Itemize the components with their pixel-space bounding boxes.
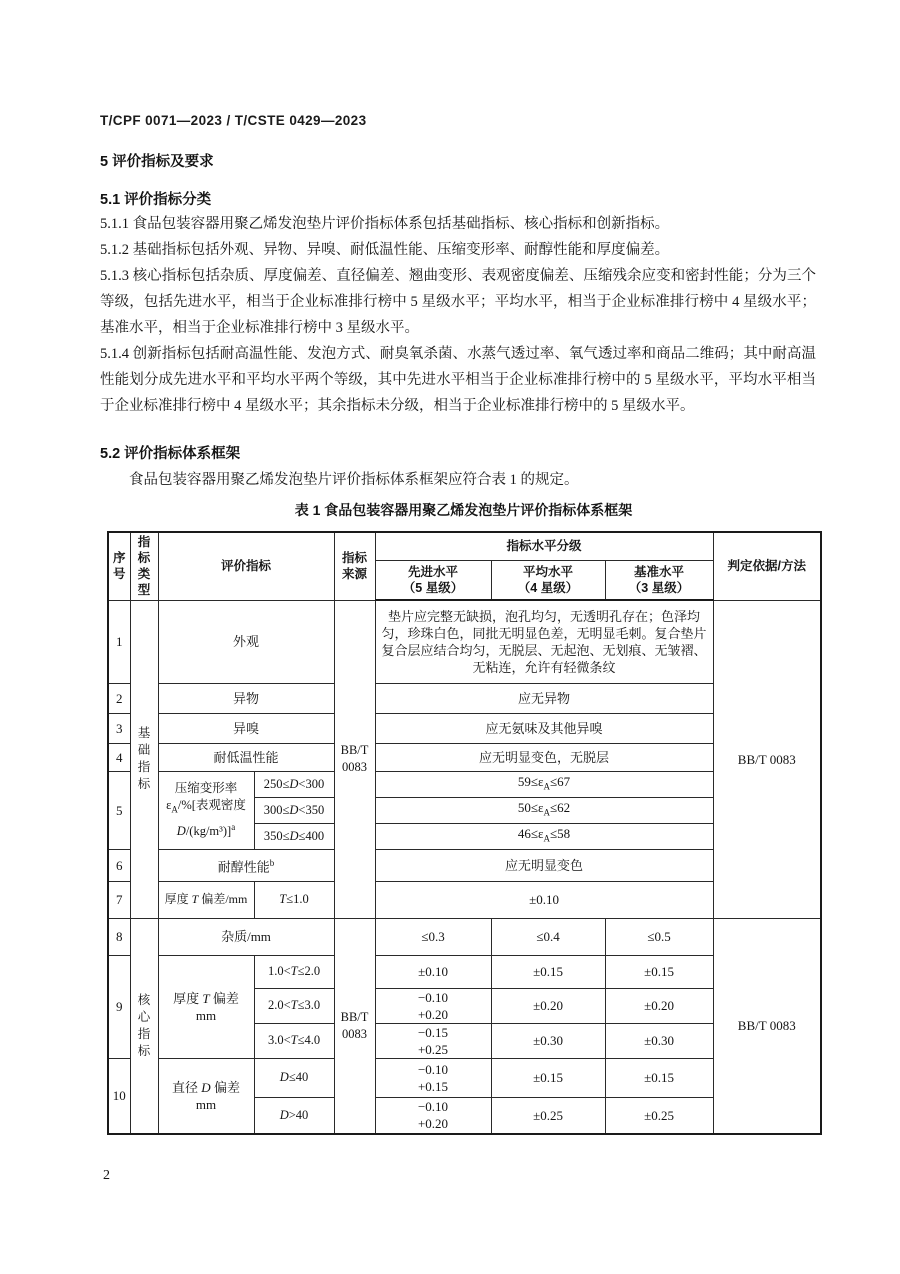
r2-seq: 2	[108, 683, 130, 713]
page-number: 2	[103, 1168, 110, 1183]
th-type: 指标类型	[130, 532, 158, 600]
r3-seq: 3	[108, 713, 130, 743]
r9-condition-3: 3.0<T≤4.0	[254, 1023, 334, 1058]
r8-value-advanced: ≤0.3	[375, 918, 491, 955]
paragraph-5-1-1: 5.1.1 食品包装容器用聚乙烯发泡垫片评价指标体系包括基础指标、核心指标和创新指标。	[100, 216, 670, 232]
r5-condition-1: 250≤D<300	[254, 771, 334, 797]
r8-value-baseline: ≤0.5	[605, 918, 713, 955]
advanced-level-label: 先进水平	[408, 564, 459, 579]
r9-indicator: 厚度 T 偏差 mm	[158, 955, 254, 1058]
r7-condition: T≤1.0	[254, 881, 334, 918]
th-average-level	[491, 560, 605, 600]
r9-value-2-average: ±0.20	[491, 988, 605, 1023]
core-basis-cell: BB/T 0083	[713, 918, 821, 1134]
average-level-star: （4 星级）	[517, 580, 579, 595]
heading-5-2: 5.2 评价指标体系框架	[100, 446, 241, 462]
r10-value-2-average: ±0.25	[491, 1097, 605, 1134]
baseline-level-label: 基准水平	[634, 564, 685, 579]
r9-seq: 9	[108, 955, 130, 1058]
r10-condition-1: D≤40	[254, 1058, 334, 1097]
r1-seq: 1	[108, 600, 130, 683]
r9-value-1-baseline: ±0.15	[605, 955, 713, 988]
paragraph-5-1-4: 5.1.4 创新指标包括耐高温性能、发泡方式、耐臭氧杀菌、水蒸气透过率、氧气透过率和商品二维码；其中耐高温性能划分成先进水平和平均水平两个等级，其中先进水平相当于企业标准排行榜中的 5 星级水平，平均水平相当于企业标准排行榜中 4 星级水平；其余指标未分级，相当于企业标准排行榜中的 5 星级水平。	[100, 346, 816, 414]
r1-requirement: 垫片应完整无缺损，泡孔均匀，无透明孔存在；色泽均匀，珍珠白色，同批无明显色差，无明显毛刺。复合垫片复合层应结合均匀，无脱层、无起泡、无划痕、无皱褶、无粘连，允许有轻微条纹	[375, 600, 713, 683]
r7-seq: 7	[108, 881, 130, 918]
r5-condition-2: 300≤D<350	[254, 797, 334, 823]
th-seq: 序号	[108, 532, 130, 600]
r9-value-3-average: ±0.30	[491, 1023, 605, 1058]
r8-indicator: 杂质/mm	[158, 918, 334, 955]
indicator-table	[107, 531, 822, 1135]
th-indicator: 评价指标	[158, 532, 334, 600]
r5-requirement-2: $50\le\varepsilon_A\le 62$	[375, 797, 713, 823]
r4-requirement: 应无明显变色，无脱层	[375, 743, 713, 771]
th-source: 指标来源	[334, 532, 375, 600]
r3-indicator: 异嗅	[158, 713, 334, 743]
r3-requirement: 应无氨味及其他异嗅	[375, 713, 713, 743]
r1-indicator: 外观	[158, 600, 334, 683]
table-title: 表 1 食品包装容器用聚乙烯发泡垫片评价指标体系框架	[294, 502, 633, 518]
r2-requirement: 应无异物	[375, 683, 713, 713]
r8-value-average: ≤0.4	[491, 918, 605, 955]
r9-value-1-advanced: ±0.10	[375, 955, 491, 988]
r9-value-2-advanced: −0.10 +0.20	[375, 988, 491, 1023]
th-level-group: 指标水平分级	[375, 532, 713, 560]
r9-value-3-baseline: ±0.30	[605, 1023, 713, 1058]
r7-indicator: 厚度 T 偏差/mm	[158, 881, 254, 918]
th-basis: 判定依据/方法	[713, 532, 821, 600]
paragraph-5-2: 食品包装容器用聚乙烯发泡垫片评价指标体系框架应符合表 1 的规定。	[129, 472, 579, 488]
heading-5: 5 评价指标及要求	[100, 154, 214, 170]
r6-seq: 6	[108, 849, 130, 881]
r9-condition-2: 2.0<T≤3.0	[254, 988, 334, 1023]
r2-indicator: 异物	[158, 683, 334, 713]
r10-value-2-baseline: ±0.25	[605, 1097, 713, 1134]
r10-indicator: 直径 D 偏差 mm	[158, 1058, 254, 1134]
th-advanced-level	[375, 560, 491, 600]
th-baseline-level	[605, 560, 713, 600]
r9-value-2-baseline: ±0.20	[605, 988, 713, 1023]
advanced-level-star: （5 星级）	[402, 580, 464, 595]
r6-indicator: 耐醇性能$^b$	[158, 849, 334, 881]
r10-value-2-advanced: −0.10 +0.20	[375, 1097, 491, 1134]
core-type-cell: 核心指标	[130, 918, 158, 1134]
r9-value-1-average: ±0.15	[491, 955, 605, 988]
r9-value-3-advanced: −0.15 +0.25	[375, 1023, 491, 1058]
r5-indicator: 压缩变形率 $\varepsilon_A/\%$[表观密度 D/(kg/m³)]$^a$	[158, 771, 254, 849]
r8-seq: 8	[108, 918, 130, 955]
doc-code: T/CPF 0071—2023 / T/CSTE 0429—2023	[100, 113, 367, 128]
r9-condition-1: 1.0<T≤2.0	[254, 955, 334, 988]
r10-value-1-baseline: ±0.15	[605, 1058, 713, 1097]
basic-type-cell: 基础指标	[130, 600, 158, 918]
r7-requirement: ±0.10	[375, 881, 713, 918]
basic-source-cell: BB/T 0083	[334, 600, 375, 918]
core-source-cell: BB/T 0083	[334, 918, 375, 1134]
r6-requirement: 应无明显变色	[375, 849, 713, 881]
r10-value-1-average: ±0.15	[491, 1058, 605, 1097]
r5-condition-3: 350≤D≤400	[254, 823, 334, 849]
r10-condition-2: D>40	[254, 1097, 334, 1134]
baseline-level-star: （3 星级）	[628, 580, 690, 595]
r10-value-1-advanced: −0.10 +0.15	[375, 1058, 491, 1097]
r5-requirement-1: $59\le\varepsilon_A\le 67$	[375, 771, 713, 797]
paragraph-5-1-3: 5.1.3 核心指标包括杂质、厚度偏差、直径偏差、翘曲变形、表观密度偏差、压缩残余应变和密封性能；分为三个等级，包括先进水平，相当于企业标准排行榜中 5 星级水平；平均水平，相当于企业标准排行榜中 4 星级水平；基准水平，相当于企业标准排行榜中 3 星级水平。	[100, 268, 816, 336]
paragraph-5-1-2: 5.1.2 基础指标包括外观、异物、异嗅、耐低温性能、压缩变形率、耐醇性能和厚度偏差。	[100, 242, 670, 258]
average-level-label: 平均水平	[523, 564, 574, 579]
r5-seq: 5	[108, 771, 130, 849]
r10-seq: 10	[108, 1058, 130, 1134]
r5-requirement-3: $46\le\varepsilon_A\le 58$	[375, 823, 713, 849]
r4-indicator: 耐低温性能	[158, 743, 334, 771]
basic-basis-cell: BB/T 0083	[713, 600, 821, 918]
heading-5-1: 5.1 评价指标分类	[100, 192, 212, 208]
r4-seq: 4	[108, 743, 130, 771]
